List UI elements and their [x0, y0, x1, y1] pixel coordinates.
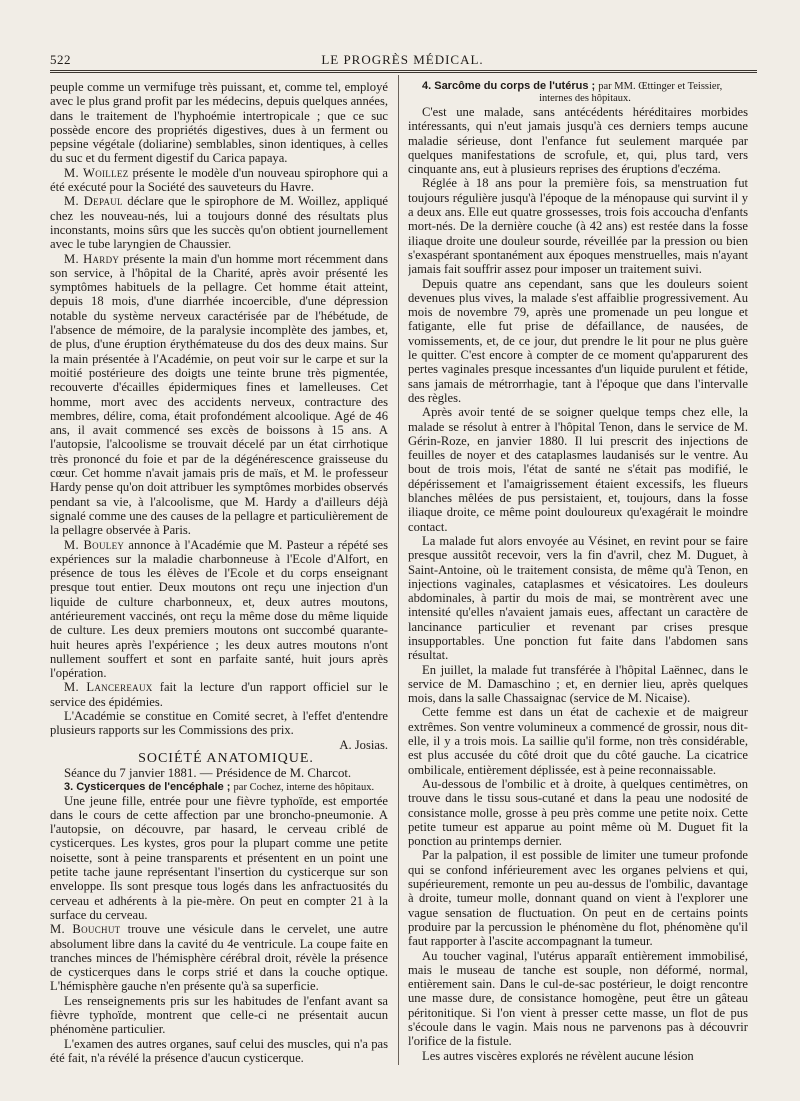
paragraph: Une jeune fille, entrée pour une fièvre typhoïde, est emportée dans le cours de cette affection par une broncho-pneumonie. A l'autopsie, on découvre, par hasard, le cerveau criblé de cysticerques. Les kystes, gros pour la plupart comme une petite noisette, sont à peine transparents et présentent en un point une petite tache jaune représentant l'insertion du cysticerque sur son enveloppe. Ils sont presque tous logés dans les anfractuosités du cerveau et adhérents à la pie-mère. On peut en compter 21 à la surface du cerveau.	[50, 793, 388, 922]
right-column	[408, 80, 748, 1080]
paragraph-text: déclare que le spirophore de M. Woillez, appliqué chez les nouveau-nés, lui a toujours donné des résultats plus inconstants, moins sûrs que les succès qu'on obtient journellement avec le tube laryngien de Chaussier.	[50, 194, 388, 252]
meeting-line: Séance du 7 janvier 1881. — Présidence de M. Charcot.	[64, 766, 352, 781]
left-column	[50, 80, 388, 1080]
item-title-text: 3. Cysticerques de l'encéphale ;	[64, 780, 231, 793]
paragraph: Après avoir tenté de se soigner quelque temps chez elle, la malade se résolut à entrer à l'hôpital Tenon, dans le service de M. Gérin-Roze, en janvier 1880. Il lui prescrit des injections de feuilles de noyer et des cataplasmes laudanisés sur le ventre. Au bout de trois mois, l'état de santé ne s'était pas modifié, le dépérissement et l'amaigrissement étaient excessifs, les flueurs blanches mêlées de pus persistaient, et, toujours, dans la fosse iliaque droite, ce même point douloureux qu'exagérait le moindre contact.	[408, 405, 748, 534]
signature: A. Josias.	[339, 737, 388, 752]
paragraph	[50, 166, 388, 195]
paragraph-text: trouve une vésicule dans le cervelet, une autre absolument libre dans la cavité du 4e ventricule. La coupe faite en tranches minces de l'hémisphère cérébral droit, révèle la présence de cysticerques dans le corps strié et dans la couche optique. L'hémisphère gauche n'en présente qu'à sa superficie.	[50, 922, 388, 994]
paragraph: Cette femme est dans un état de cachexie et de maigreur extrêmes. Son ventre volumineux a commencé de grossir, nous dit-elle, il y a trois mois. La saillie qu'il forme, non très considérable, est plus accusée du côté droit que du côté gauche. La cicatrice ombilicale, entièrement déplissée, est à peine reconnaissable.	[408, 705, 748, 777]
header-rule-double	[50, 72, 757, 73]
speaker-name: M. Bouley	[64, 537, 125, 552]
paragraph: Réglée à 18 ans pour la première fois, sa menstruation fut toujours régulière jusqu'à l'époque de la ménopause qui survint il y a deux ans. Elle eut quatre grossesses, trois fois accoucha d'enfants mort-nés. De la dernière couche (à 42 ans) est restée dans la fosse iliaque droite une douleur sourde, réveillée par la pression ou bien s'exaspérant spontanément aux époques menstruelles, mais n'ayant jamais fait souffrir assez pour imposer un traitement suivi.	[408, 176, 748, 277]
paragraph: Par la palpation, il est possible de limiter une tumeur profonde qui se confond inférieurement avec les organes pelviens et qui, supérieurement, remonte un peu au-dessus de l'ombilic, davantage à droite, tumeur molle, donnant quand on vient à l'explorer une vague sensation de fluctuation. On peut en de certains points produire par la percussion le phénomène du flot, phénomène qu'il faut rapporter à l'ascite accompagnant la tumeur.	[408, 848, 748, 949]
paragraph-text: annonce à l'Académie que M. Pasteur a répété ses expériences sur la maladie charbonneuse à l'Ecole d'Alfort, en présence de tous les élèves de l'Ecole et du corps enseignant presque tout entier. Deux moutons ont reçu une injection d'un liquide de culture charbonneux, et, deux autres moutons, antérieurement vaccinés, ont reçu la même dose du même liquide de culture. Les deux premiers moutons ont succombé quarante-huit heures après l'expérience ; les deux autres moutons n'ont nullement souffert et sont en parfaite santé, huit jours après l'opération.	[50, 537, 388, 681]
item-subtitle: internes des hôpitaux.	[539, 93, 631, 104]
page-number: 522	[50, 52, 71, 67]
item-author: par MM. Œttinger et Teissier,	[598, 81, 723, 92]
item-author: par Cochez, interne des hôpitaux.	[233, 781, 375, 793]
paragraph: La malade fut alors envoyée au Vésinet, en revint pour se faire presque aussitôt recevoir, vers la fin d'avril, chez M. Duguet, à Saint-Antoine, où le traitement consista, de même qu'à Tenon, en injections vaginales, cataplasmes et vésicatoires. Les douleurs abdominales, à partir du mois de mai, se montrèrent avec une intensité qu'elles n'avaient jamais eues, affectant un caractère de lancinance particulier et revenant par crises presque insupportables. Une ponction fut faite dans l'abdomen sans résultat.	[408, 533, 748, 663]
paragraph	[50, 922, 388, 993]
header-rule	[50, 70, 757, 71]
paragraph-text: présente le modèle d'un nouveau spirophore qui a été exécuté pour la Société des sauveteurs du Havre.	[50, 165, 388, 195]
paragraph: En juillet, la malade fut transférée à l'hôpital Laënnec, dans le service de M. Damaschino ; et, en dernier lieu, après quelques mois, dans la salle Chassaignac (service de M. Nicaise).	[408, 662, 748, 706]
paragraph: Au-dessous de l'ombilic et à droite, à quelques centimètres, on trouve dans le tissu sous-cutané et dans la peau une nodosité de consistance molle, grosse à peu près comme une petite noix. Cette petite tumeur est apparue au point même où M. Duguet fit la ponction au printemps dernier.	[408, 776, 748, 849]
item-title	[50, 781, 388, 794]
paragraph-text: présente la main d'un homme mort récemment dans son service, à l'hôpital de la Charité, après avoir présenté les symptômes habituels de la pellagre. Cet homme était atteint, depuis 18 mois, d'une diarrhée incoercible, d'une dépression notable du système nerveux caractérisée par de l'hébétude, de l'absence de mémoire, de la paralysie incomplète des jambes, et, de plus, d'une éruption érythémateuse du dos des deux mains. Sur la main présentée à l'Académie, on peut voir sur le carpe et sur la moitié postérieure des doigts une teinte brune très pigmentée, recouverte d'écailles épidermiques fines et lamelleuses. Cet homme, mort avec des accidents nerveux, contracture des membres, délire, coma, était profondément alcoolique. Agé de 46 ans, il avait commencé ses excès de boissons à 15 ans. A l'autopsie, l'alcoolisme se trouvait décelé par un état cirrhotique très prononcé du foie et par de la dégénérescence graisseuse du cœur. Cet homme n'avait jamais pris de maïs, et M. le professeur Hardy pense qu'on doit attribuer les symptômes morbides observés pendant sa vie, à l'alcoolisme, que M. Hardy a d'ailleurs déjà signalé comme une des causes de la pellagre et particulièrement de la pellagre observée à Paris.	[50, 251, 388, 538]
page-header	[50, 52, 755, 70]
paragraph	[50, 538, 388, 681]
journal-title: LE PROGRÈS MÉDICAL.	[321, 52, 484, 67]
speaker-name: M. Lancereaux	[64, 680, 153, 695]
speaker-name: M. Depaul	[64, 194, 123, 209]
paragraph	[50, 680, 388, 709]
paragraph: peuple comme un vermifuge très puissant, et, comme tel, employé avec le plus grand profit par les médecins, depuis quelques années, dans le traitement de l'hyphoémie intertropicale ; que ce suc possède encore des propriétés digestives, dues à un ferment ou pepsine végétale (doliarine) semblables, sinon identiques, à celles du suc et du ferment digestif du Carica papaya.	[50, 80, 388, 166]
paragraph: C'est une malade, sans antécédents héréditaires morbides intéressants, qui n'eut jamais jusqu'à ces derniers temps aucune maladie sérieuse, dont l'enfance fut seulement marquée par quelques manifestations de scrofule, et, qui, plus tard, vers cinquante ans, eut à plusieurs reprises des éruptions d'eczéma.	[408, 105, 748, 177]
paragraph: Depuis quatre ans cependant, sans que les douleurs soient devenues plus vives, la malade s'est affaiblie progressivement. Au mois de novembre 79, après une promenade un peu longue et fatigante, elle fut prise de défaillance, de nausées, de vomissements, et, de ce jour, dut prendre le lit pour ne plus guère le quitter. C'est encore à compter de ce moment qu'apparurent des pertes vaginales presque incessantes d'un liquide purulent et fétide, sans jamais de métrorrhagie, tant à l'époque que dans l'intervalle des règles.	[408, 276, 748, 405]
item-title-text: 4. Sarcôme du corps de l'utérus ;	[422, 80, 596, 92]
speaker-name: M. Bouchut	[50, 922, 121, 937]
paragraph: Les autres viscères explorés ne révèlent aucune lésion	[422, 1048, 694, 1063]
section-title: SOCIÉTÉ ANATOMIQUE.	[138, 750, 314, 766]
item-title	[408, 80, 748, 93]
paragraph: L'examen des autres organes, sauf celui des muscles, qui n'a pas été fait, n'a révélé la présence d'aucun cysticerque.	[50, 1036, 388, 1065]
paragraph	[50, 194, 388, 251]
paragraph: Les renseignements pris sur les habitudes de l'enfant avant sa fièvre typhoïde, montrent que celle-ci ne présentait aucun phénomène particulier.	[50, 993, 388, 1037]
paragraph: Au toucher vaginal, l'utérus apparaît entièrement immobilisé, mais le museau de tanche est souple, non déformé, normal, entièrement sain. Dans le cul-de-sac postérieur, le doigt rencontre une masse dure, de consistance homogène, peut être un gâteau péritonitique. Si l'on vient à presser cette masse, un flot de pus s'écoule dans le vagin. Mais nous ne parvenons pas à découvrir l'orifice de la fistule.	[408, 948, 748, 1049]
paragraph: L'Académie se constitue en Comité secret, à l'effet d'entendre plusieurs rapports sur les Commissions des prix.	[50, 709, 388, 738]
column-divider	[398, 75, 399, 1065]
speaker-name: M. Woillez	[64, 165, 129, 180]
speaker-name: M. Hardy	[64, 251, 120, 266]
paragraph-text: fait la lecture d'un rapport officiel sur le service des épidémies.	[50, 680, 388, 709]
paragraph	[50, 252, 388, 538]
